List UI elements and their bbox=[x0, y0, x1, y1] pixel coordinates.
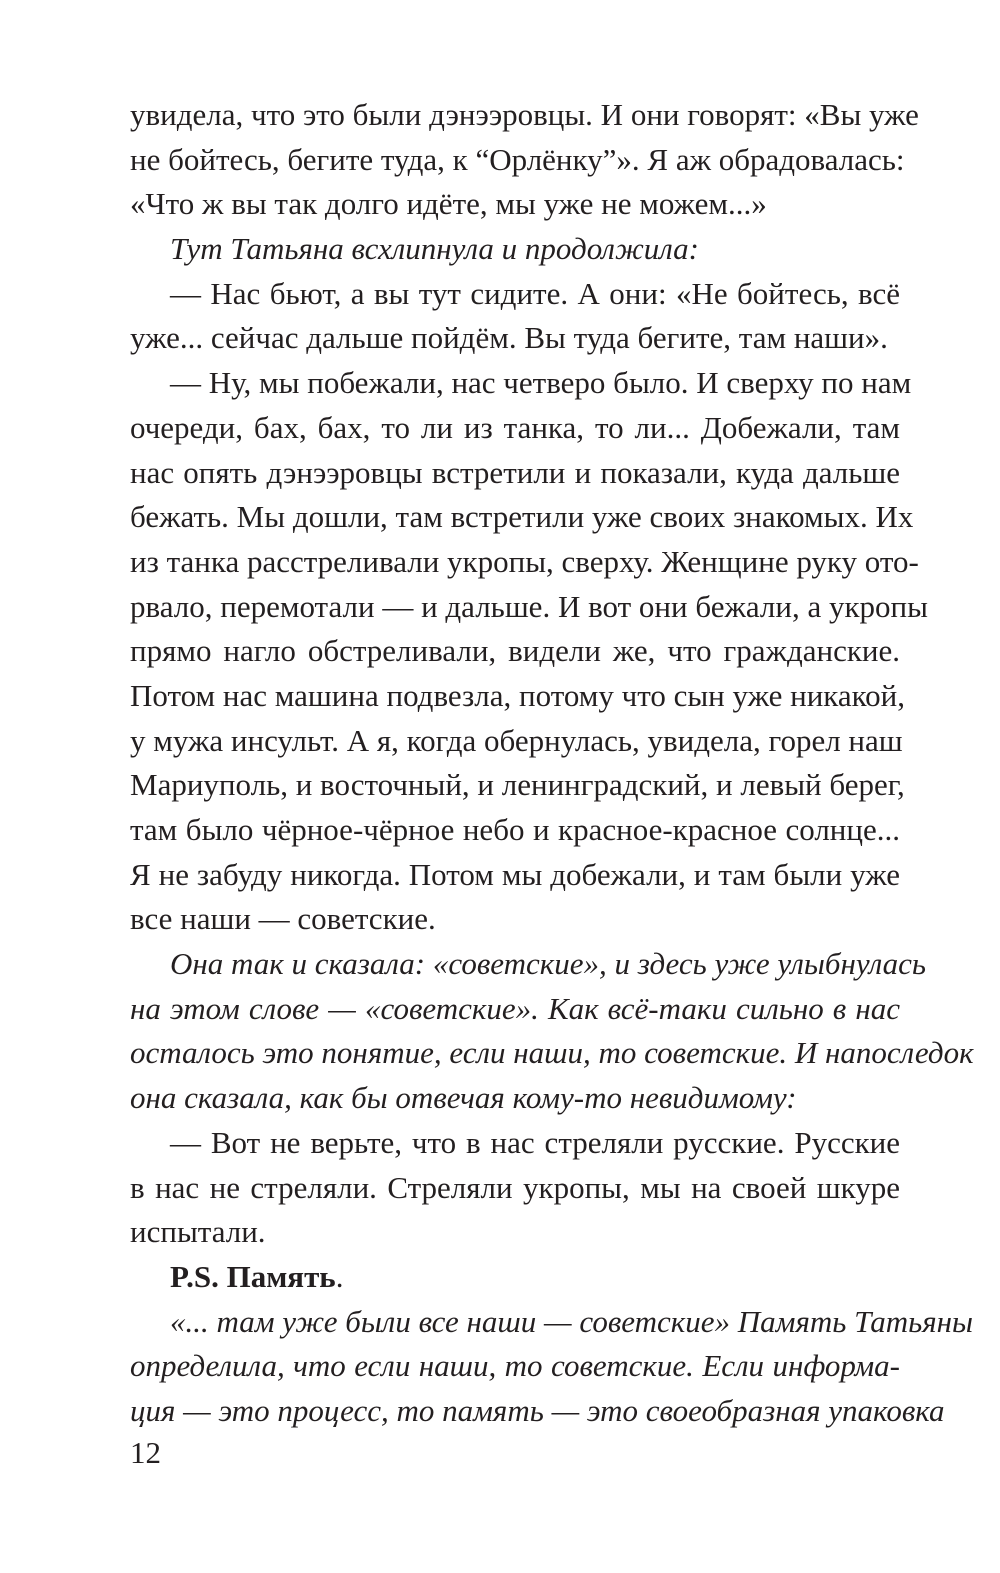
text-line: очереди, бах, бах, то ли из танка, то ли... Добежали, там bbox=[130, 409, 900, 445]
italic-narration-line: она сказала, как бы отвечая кому-то невидимому: bbox=[130, 1080, 797, 1116]
italic-quote-line: ция — это процесс, то память — это своеобразная упаковка bbox=[130, 1392, 945, 1428]
page-number: 12 bbox=[130, 1435, 161, 1470]
text-line: «Что ж вы так долго идёте, мы уже не можем...» bbox=[130, 186, 767, 222]
ps-heading: P.S. Память bbox=[170, 1258, 336, 1294]
dialogue-line: — Нас бьют, а вы тут сидите. А они: «Не бойтесь, всё bbox=[170, 275, 900, 311]
text-line: бежать. Мы дошли, там встретили уже своих знакомых. Их bbox=[130, 499, 914, 535]
text-line: испытали. bbox=[130, 1214, 266, 1250]
italic-narration-line: Она так и сказала: «советские», и здесь уже улыбнулась bbox=[170, 946, 927, 982]
italic-quote-line: определила, что если наши, то советские. Если информа- bbox=[130, 1348, 900, 1384]
text-line: рвало, перемотали — и дальше. И вот они бежали, а укропы bbox=[130, 588, 928, 624]
ps-heading-line: P.S. Память. bbox=[170, 1258, 344, 1294]
dialogue-line: — Вот не верьте, что в нас стреляли русские. Русские bbox=[170, 1124, 900, 1160]
italic-narration-line: осталось это понятие, если наши, то советские. И напоследок bbox=[130, 1035, 974, 1071]
text-line: прямо нагло обстреливали, видели же, что гражданские. bbox=[130, 633, 900, 669]
text-line: уже... сейчас дальше пойдём. Вы туда бегите, там наши». bbox=[130, 320, 888, 356]
italic-narration-line: Тут Татьяна всхлипнула и продолжила: bbox=[170, 231, 699, 267]
text-line: у мужа инсульт. А я, когда обернулась, увидела, горел наш bbox=[130, 722, 903, 758]
text-line: Я не забуду никогда. Потом мы добежали, и там были уже bbox=[130, 856, 900, 892]
text-line: все наши — советские. bbox=[130, 901, 436, 937]
text-line: там было чёрное-чёрное небо и красное-красное солнце... bbox=[130, 812, 900, 847]
italic-quote-line: «... там уже были все наши — советские» Память Татьяны bbox=[170, 1303, 974, 1339]
text-line: в нас не стреляли. Стреляли укропы, мы на своей шкуре bbox=[130, 1169, 900, 1205]
dialogue-line: — Ну, мы побежали, нас четверо было. И сверху по нам bbox=[170, 365, 912, 401]
body-text bbox=[130, 93, 974, 1434]
text-line: из танка расстреливали укропы, сверху. Женщине руку ото- bbox=[130, 543, 919, 579]
italic-narration-line: на этом слове — «советские». Как всё-таки сильно в нас bbox=[130, 990, 900, 1026]
text-line: увидела, что это были дэнээровцы. И они говорят: «Вы уже bbox=[130, 97, 919, 132]
text-line: не бойтесь, бегите туда, к “Орлёнку”». Я аж обрадовалась: bbox=[130, 141, 905, 177]
text-line: Мариуполь, и восточный, и ленинградский, и левый берег, bbox=[130, 767, 905, 803]
text-line: нас опять дэнээровцы встретили и показали, куда дальше bbox=[130, 454, 900, 490]
text-line: Потом нас машина подвезла, потому что сын уже никакой, bbox=[130, 677, 905, 713]
